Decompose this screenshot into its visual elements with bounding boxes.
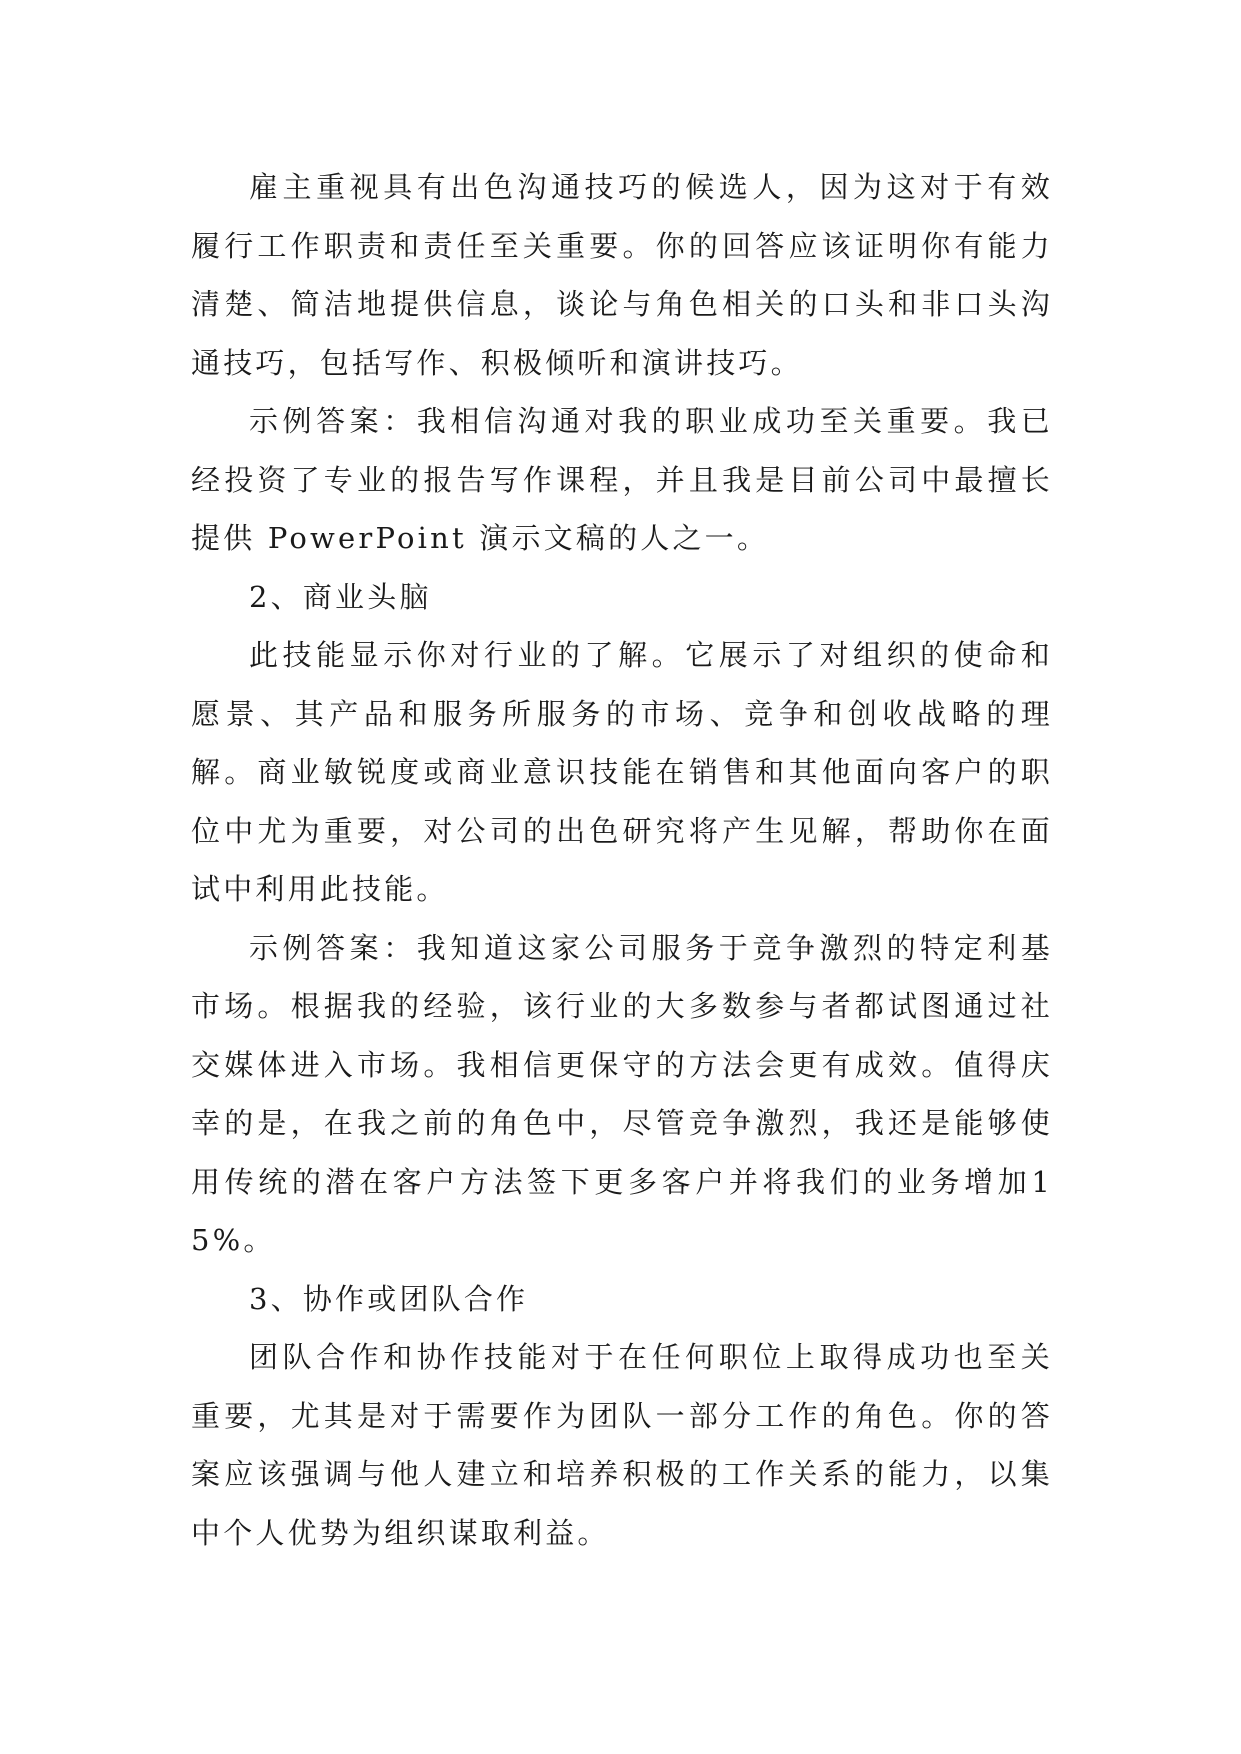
heading-business-acumen: 2、商业头脑 <box>249 579 432 614</box>
paragraph-business-acumen-example: 示例答案：我知道这家公司服务于竞争激烈的特定利基市场。根据我的经验，该行业的大多数参与者都试图通过社交媒体进入市场。我相信更保守的方法会更有成效。值得庆幸的是，在我之前的角色中，尽管竞争激烈，我还是能够使用传统的潜在客户方法签下更多客户并将我们的业务增加15%。 <box>191 930 1053 1257</box>
paragraph-business-acumen-intro: 此技能显示你对行业的了解。它展示了对组织的使命和愿景、其产品和服务所服务的市场、竞争和创收战略的理解。商业敏锐度或商业意识技能在销售和其他面向客户的职位中尤为重要，对公司的出色研究将产生见解，帮助你在面试中利用此技能。 <box>191 638 1053 906</box>
paragraph-communication-example: 示例答案：我相信沟通对我的职业成功至关重要。我已经投资了专业的报告写作课程，并且我是目前公司中最擅长提供 PowerPoint 演示文稿的人之一。 <box>191 404 1053 555</box>
paragraph-teamwork-intro: 团队合作和协作技能对于在任何职位上取得成功也至关重要，尤其是对于需要作为团队一部分工作的角色。你的答案应该强调与他人建立和培养积极的工作关系的能力，以集中个人优势为组织谋取利益。 <box>191 1340 1053 1550</box>
heading-teamwork: 3、协作或团队合作 <box>249 1281 529 1316</box>
paragraph-communication-intro: 雇主重视具有出色沟通技巧的候选人，因为这对于有效履行工作职责和责任至关重要。你的回答应该证明你有能力清楚、简洁地提供信息，谈论与角色相关的口头和非口头沟通技巧，包括写作、积极倾听和演讲技巧。 <box>191 170 1053 380</box>
document-body <box>191 158 1053 1562</box>
